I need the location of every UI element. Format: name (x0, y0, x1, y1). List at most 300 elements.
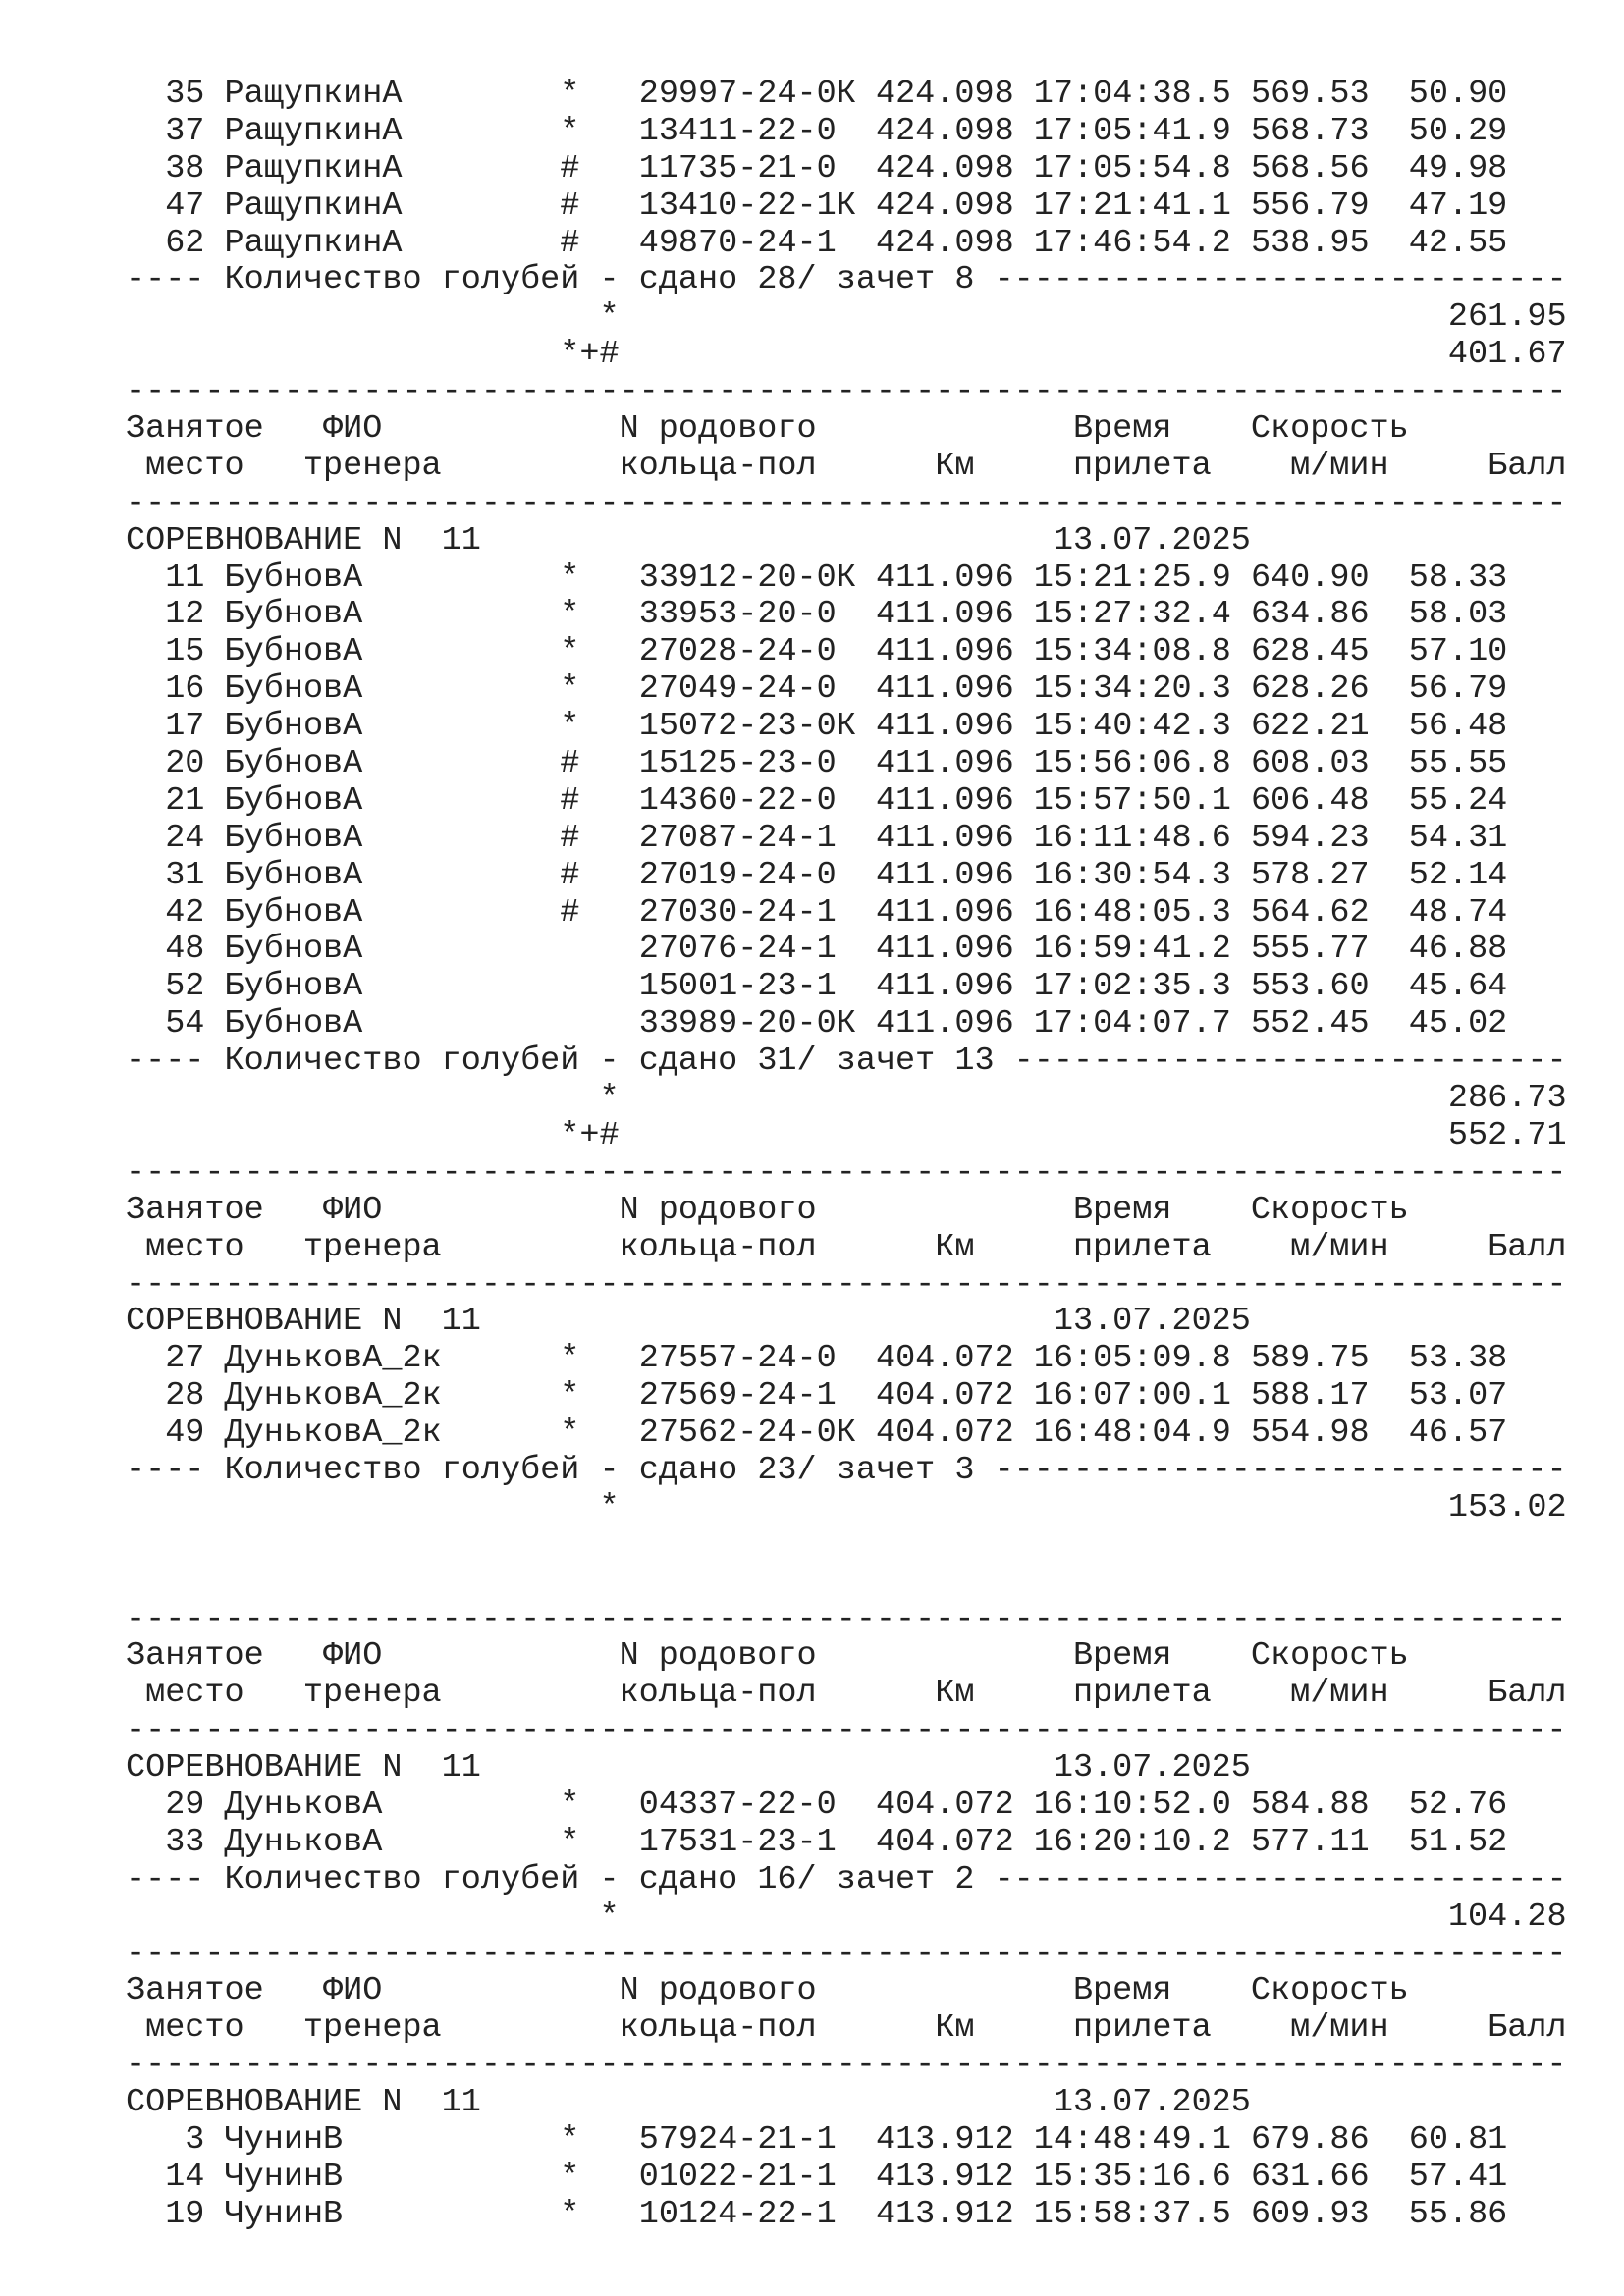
column-headers-top: Занятое ФИО N родового Время Скорость (126, 1972, 1409, 2010)
competition-title: СОРЕВНОВАНИЕ N 11 (126, 2084, 481, 2122)
column-header-line-1 (126, 411, 1567, 449)
summary-dashes-left: ---- (126, 1451, 225, 1489)
class-mark: # (560, 149, 639, 187)
ring-number: 27049-24-0 (638, 670, 876, 709)
score: 57.41 (1408, 2158, 1508, 2196)
separator-line (126, 1713, 1567, 1750)
column-header-line-1 (126, 1973, 1567, 2010)
separator: ------------------------------------------------------------------------- (126, 1265, 1567, 1304)
separator: ------------------------------------------------------------------------- (126, 1600, 1567, 1638)
class-mark: * (560, 1823, 639, 1861)
place: 54 (126, 1005, 205, 1043)
arrival-time: 16:30:54.3 (1033, 856, 1251, 894)
place: 27 (126, 1340, 205, 1378)
arrival-time: 17:04:38.5 (1033, 76, 1251, 113)
arrival-time: 15:57:50.1 (1033, 781, 1251, 820)
total-value: 286.73 (619, 1080, 1567, 1118)
place: 37 (126, 112, 205, 150)
arrival-time: 16:07:00.1 (1033, 1377, 1251, 1415)
arrival-time: 17:05:41.9 (1033, 112, 1251, 150)
score: 58.03 (1408, 596, 1508, 634)
result-row (126, 709, 1567, 746)
competition-line (126, 2085, 1567, 2122)
spacer (204, 560, 224, 597)
place: 35 (126, 76, 205, 113)
arrival-time: 16:20:10.2 (1033, 1823, 1251, 1861)
ring-number: 27569-24-1 (638, 1377, 876, 1415)
distance-km: 424.098 (875, 112, 1034, 150)
speed: 622.21 (1250, 708, 1409, 746)
spacer (204, 670, 224, 708)
trainer-name: ЧунинВ (224, 2195, 561, 2233)
speed: 568.73 (1250, 112, 1409, 150)
column-headers-bottom: место тренера кольца-пол Км прилета м/мин Балл (126, 1675, 1567, 1713)
ring-number: 17531-23-1 (638, 1823, 876, 1861)
separator-line (126, 2048, 1567, 2085)
column-headers-bottom: место тренера кольца-пол Км прилета м/мин Балл (126, 2009, 1567, 2048)
score: 56.79 (1408, 670, 1508, 709)
result-row (126, 151, 1567, 188)
speed: 628.26 (1250, 670, 1409, 709)
spacer (126, 1489, 599, 1526)
separator: ------------------------------------------------------------------------- (126, 1935, 1567, 1973)
trainer-name: БубновА (224, 633, 561, 671)
total-line (126, 299, 1567, 337)
score: 42.55 (1408, 224, 1508, 262)
class-mark: # (560, 781, 639, 820)
arrival-time: 17:04:07.7 (1033, 1005, 1251, 1043)
ring-number: 27557-24-0 (638, 1340, 876, 1378)
place: 12 (126, 596, 205, 634)
arrival-time: 16:48:04.9 (1033, 1415, 1251, 1453)
summary-text: Количество голубей - сдано 31/ зачет 13 (224, 1042, 995, 1081)
result-row (126, 114, 1567, 151)
summary-text: Количество голубей - сдано 16/ зачет 2 (224, 1860, 975, 1898)
distance-km: 411.096 (875, 633, 1034, 671)
blank-line (126, 1565, 1567, 1602)
class-mark: # (560, 187, 639, 225)
score: 53.38 (1408, 1340, 1508, 1378)
trainer-name: РащупкинА (224, 112, 561, 150)
column-header-line-2 (126, 2010, 1567, 2048)
score: 51.52 (1408, 1823, 1508, 1861)
ring-number: 27087-24-1 (638, 819, 876, 857)
place: 24 (126, 819, 205, 857)
column-headers-bottom: место тренера кольца-пол Км прилета м/мин Балл (126, 1228, 1567, 1266)
summary-dashes-right: ---------------------------- (994, 1042, 1567, 1081)
spacer (204, 150, 224, 187)
score: 58.33 (1408, 559, 1508, 597)
class-mark: # (560, 856, 639, 894)
column-header-line-1 (126, 1638, 1567, 1676)
spacer (481, 522, 1054, 560)
spacer (204, 931, 224, 968)
trainer-name: БубновА (224, 596, 561, 634)
result-row (126, 858, 1567, 895)
ring-number: 15125-23-0 (638, 745, 876, 783)
ring-number: 15001-23-1 (638, 968, 876, 1006)
result-row (126, 1341, 1567, 1378)
arrival-time: 15:35:16.6 (1033, 2158, 1251, 2196)
score: 55.24 (1408, 781, 1508, 820)
column-headers-bottom: место тренера кольца-пол Км прилета м/мин Балл (126, 447, 1567, 485)
result-row (126, 597, 1567, 634)
result-row (126, 634, 1567, 671)
summary-text: Количество голубей - сдано 23/ зачет 3 (224, 1451, 975, 1489)
distance-km: 404.072 (875, 1377, 1034, 1415)
ring-number: 27028-24-0 (638, 633, 876, 671)
result-row (126, 226, 1567, 263)
trainer-name: БубновА (224, 559, 561, 597)
trainer-name: БубновА (224, 893, 561, 932)
competition-title: СОРЕВНОВАНИЕ N 11 (126, 521, 481, 560)
result-row (126, 671, 1567, 709)
spacer (204, 708, 224, 745)
result-row (126, 895, 1567, 933)
summary-dashes-left: ---- (126, 1860, 225, 1898)
ring-number: 14360-22-0 (638, 781, 876, 820)
score: 55.55 (1408, 745, 1508, 783)
trainer-name: БубновА (224, 931, 561, 969)
summary-line (126, 1043, 1567, 1081)
speed: 606.48 (1250, 781, 1409, 820)
spacer (204, 745, 224, 782)
spacer (204, 894, 224, 932)
spacer (204, 1824, 224, 1861)
spacer (204, 2121, 224, 2159)
trainer-name: ДуньковА (224, 1823, 561, 1861)
competition-line (126, 1750, 1567, 1788)
distance-km: 411.096 (875, 893, 1034, 932)
trainer-name: ЧунинВ (224, 2158, 561, 2196)
ring-number: 27076-24-1 (638, 931, 876, 969)
spacer (204, 2159, 224, 2196)
column-header-line-2 (126, 1676, 1567, 1713)
spacer (126, 336, 560, 373)
speed: 569.53 (1250, 76, 1409, 113)
arrival-time: 16:10:52.0 (1033, 1786, 1251, 1824)
summary-dashes-right: ----------------------------- (974, 261, 1567, 299)
class-mark (560, 1005, 638, 1042)
spacer (204, 633, 224, 670)
place: 17 (126, 708, 205, 746)
total-line (126, 1899, 1567, 1937)
total-label: * (599, 1897, 620, 1936)
total-label: *+# (560, 1116, 620, 1154)
ring-number: 04337-22-0 (638, 1786, 876, 1824)
speed: 564.62 (1250, 893, 1409, 932)
spacer (204, 968, 224, 1005)
place: 3 (126, 2120, 205, 2159)
trainer-name: БубновА (224, 819, 561, 857)
score: 50.29 (1408, 112, 1508, 150)
place: 28 (126, 1377, 205, 1415)
distance-km: 424.098 (875, 187, 1034, 225)
ring-number: 13410-22-1К (638, 187, 876, 225)
result-row (126, 77, 1567, 114)
distance-km: 413.912 (875, 2158, 1034, 2196)
trainer-name: ДуньковА_2к (224, 1340, 561, 1378)
trainer-name: БубновА (224, 968, 561, 1006)
class-mark: # (560, 745, 639, 783)
speed: 555.77 (1250, 931, 1409, 969)
spacer (204, 1377, 224, 1415)
distance-km: 411.096 (875, 559, 1034, 597)
speed: 577.11 (1250, 1823, 1409, 1861)
arrival-time: 16:48:05.3 (1033, 893, 1251, 932)
speed: 553.60 (1250, 968, 1409, 1006)
place: 15 (126, 633, 205, 671)
place: 21 (126, 781, 205, 820)
result-row (126, 2160, 1567, 2197)
summary-line (126, 1862, 1567, 1899)
score: 56.48 (1408, 708, 1508, 746)
ring-number: 13411-22-0 (638, 112, 876, 150)
trainer-name: ЧунинВ (224, 2120, 561, 2159)
class-mark: * (560, 633, 639, 671)
class-mark: * (560, 670, 639, 709)
distance-km: 411.096 (875, 931, 1034, 969)
ring-number: 01022-21-1 (638, 2158, 876, 2196)
ring-number: 27019-24-0 (638, 856, 876, 894)
distance-km: 424.098 (875, 224, 1034, 262)
spacer (126, 1898, 599, 1936)
arrival-time: 15:34:08.8 (1033, 633, 1251, 671)
speed: 589.75 (1250, 1340, 1409, 1378)
arrival-time: 15:56:06.8 (1033, 745, 1251, 783)
ring-number: 33912-20-0К (638, 559, 876, 597)
result-row (126, 1825, 1567, 1862)
place: 16 (126, 670, 205, 709)
arrival-time: 15:34:20.3 (1033, 670, 1251, 709)
speed: 609.93 (1250, 2195, 1409, 2233)
ring-number: 29997-24-0К (638, 76, 876, 113)
distance-km: 404.072 (875, 1340, 1034, 1378)
total-label: * (599, 298, 620, 337)
ring-number: 57924-21-1 (638, 2120, 876, 2159)
class-mark (560, 931, 638, 968)
speed: 538.95 (1250, 224, 1409, 262)
distance-km: 404.072 (875, 1415, 1034, 1453)
place: 33 (126, 1823, 205, 1861)
distance-km: 411.096 (875, 745, 1034, 783)
class-mark: * (560, 2158, 639, 2196)
spacer (204, 1415, 224, 1452)
arrival-time: 15:40:42.3 (1033, 708, 1251, 746)
arrival-time: 17:05:54.8 (1033, 149, 1251, 187)
spacer (204, 1787, 224, 1824)
place: 52 (126, 968, 205, 1006)
separator: ------------------------------------------------------------------------- (126, 1712, 1567, 1750)
score: 47.19 (1408, 187, 1508, 225)
speed: 594.23 (1250, 819, 1409, 857)
result-row (126, 188, 1567, 226)
separator: ------------------------------------------------------------------------- (126, 2047, 1567, 2085)
total-label: *+# (560, 336, 620, 374)
score: 46.88 (1408, 931, 1508, 969)
distance-km: 413.912 (875, 2195, 1034, 2233)
column-headers-top: Занятое ФИО N родового Время Скорость (126, 1191, 1409, 1229)
spacer (204, 1005, 224, 1042)
trainer-name: БубновА (224, 670, 561, 709)
distance-km: 411.096 (875, 856, 1034, 894)
result-row (126, 746, 1567, 783)
column-header-line-2 (126, 1230, 1567, 1267)
distance-km: 424.098 (875, 149, 1034, 187)
speed: 628.45 (1250, 633, 1409, 671)
arrival-time: 17:46:54.2 (1033, 224, 1251, 262)
trainer-name: ДуньковА_2к (224, 1415, 561, 1453)
score: 50.90 (1408, 76, 1508, 113)
score: 45.02 (1408, 1005, 1508, 1043)
spacer (204, 782, 224, 820)
column-headers-top: Занятое ФИО N родового Время Скорость (126, 410, 1409, 449)
trainer-name: РащупкинА (224, 224, 561, 262)
spacer (204, 2196, 224, 2233)
result-row (126, 2197, 1567, 2234)
summary-dashes-left: ---- (126, 1042, 225, 1081)
competition-title: СОРЕВНОВАНИЕ N 11 (126, 1749, 481, 1788)
arrival-time: 15:21:25.9 (1033, 559, 1251, 597)
place: 19 (126, 2195, 205, 2233)
speed: 568.56 (1250, 149, 1409, 187)
total-line (126, 1527, 1567, 1565)
place: 31 (126, 856, 205, 894)
result-row (126, 969, 1567, 1006)
class-mark: * (560, 708, 639, 746)
arrival-time: 15:27:32.4 (1033, 596, 1251, 634)
column-header-line-2 (126, 449, 1567, 486)
speed: 552.45 (1250, 1005, 1409, 1043)
speed: 588.17 (1250, 1377, 1409, 1415)
total-label: * (599, 1488, 620, 1526)
place: 29 (126, 1786, 205, 1824)
result-row (126, 932, 1567, 969)
speed: 634.86 (1250, 596, 1409, 634)
total-value: 552.71 (619, 1116, 1567, 1154)
spacer (204, 76, 224, 113)
place: 47 (126, 187, 205, 225)
speed: 679.86 (1250, 2120, 1409, 2159)
total-line (126, 1118, 1567, 1155)
place: 42 (126, 893, 205, 932)
ring-number: 33989-20-0К (638, 1005, 876, 1043)
total-label: * (599, 1080, 620, 1118)
place: 11 (126, 559, 205, 597)
arrival-time: 16:05:09.8 (1033, 1340, 1251, 1378)
score: 57.10 (1408, 633, 1508, 671)
competition-date: 13.07.2025 (1053, 521, 1251, 560)
separator-line (126, 1602, 1567, 1639)
competition-title: СОРЕВНОВАНИЕ N 11 (126, 1303, 481, 1341)
trainer-name: БубновА (224, 781, 561, 820)
total-line (126, 1490, 1567, 1527)
summary-dashes-right: ----------------------------- (974, 1860, 1567, 1898)
summary-dashes-left: ---- (126, 261, 225, 299)
place: 48 (126, 931, 205, 969)
distance-km: 411.096 (875, 968, 1034, 1006)
spacer (204, 1340, 224, 1377)
trainer-name: БубновА (224, 745, 561, 783)
speed: 640.90 (1250, 559, 1409, 597)
speed: 556.79 (1250, 187, 1409, 225)
result-row (126, 561, 1567, 598)
spacer (481, 1749, 1054, 1787)
ring-number: 33953-20-0 (638, 596, 876, 634)
arrival-time: 16:59:41.2 (1033, 931, 1251, 969)
result-row (126, 1378, 1567, 1415)
place: 62 (126, 224, 205, 262)
competition-date: 13.07.2025 (1053, 1303, 1251, 1341)
ring-number: 10124-22-1 (638, 2195, 876, 2233)
class-mark: * (560, 76, 639, 113)
separator-line (126, 486, 1567, 523)
class-mark: * (560, 2120, 639, 2159)
separator-line (126, 1937, 1567, 1974)
competition-date: 13.07.2025 (1053, 2084, 1251, 2122)
separator: ------------------------------------------------------------------------- (126, 373, 1567, 411)
result-row (126, 783, 1567, 821)
score: 60.81 (1408, 2120, 1508, 2159)
speed: 554.98 (1250, 1415, 1409, 1453)
class-mark: * (560, 1415, 639, 1453)
column-header-line-1 (126, 1193, 1567, 1230)
place: 14 (126, 2158, 205, 2196)
class-mark: # (560, 819, 639, 857)
distance-km: 404.072 (875, 1823, 1034, 1861)
result-row (126, 2122, 1567, 2160)
score: 52.76 (1408, 1786, 1508, 1824)
total-line (126, 337, 1567, 374)
trainer-name: РащупкинА (224, 149, 561, 187)
speed: 578.27 (1250, 856, 1409, 894)
race-results-report (126, 77, 1567, 2234)
place: 20 (126, 745, 205, 783)
score: 52.14 (1408, 856, 1508, 894)
result-row (126, 1006, 1567, 1043)
spacer (126, 1117, 560, 1154)
result-row (126, 821, 1567, 858)
distance-km: 411.096 (875, 670, 1034, 709)
spacer (481, 1303, 1054, 1340)
ring-number: 15072-23-0К (638, 708, 876, 746)
class-mark: * (560, 1340, 639, 1378)
ring-number: 27030-24-1 (638, 893, 876, 932)
trainer-name: РащупкинА (224, 187, 561, 225)
trainer-name: РащупкинА (224, 76, 561, 113)
separator-line (126, 374, 1567, 411)
distance-km: 411.096 (875, 819, 1034, 857)
distance-km: 411.096 (875, 708, 1034, 746)
distance-km: 411.096 (875, 1005, 1034, 1043)
place: 49 (126, 1415, 205, 1453)
separator: ------------------------------------------------------------------------- (126, 484, 1567, 522)
class-mark: * (560, 596, 639, 634)
class-mark: * (560, 2195, 639, 2233)
score: 49.98 (1408, 149, 1508, 187)
distance-km: 424.098 (875, 76, 1034, 113)
distance-km: 413.912 (875, 2120, 1034, 2159)
spacer (204, 596, 224, 633)
competition-line (126, 523, 1567, 561)
separator-line (126, 1267, 1567, 1305)
total-value: 104.28 (619, 1897, 1567, 1936)
separator-line (126, 1155, 1567, 1193)
arrival-time: 17:02:35.3 (1033, 968, 1251, 1006)
spacer (204, 857, 224, 894)
result-row (126, 1788, 1567, 1825)
distance-km: 411.096 (875, 781, 1034, 820)
